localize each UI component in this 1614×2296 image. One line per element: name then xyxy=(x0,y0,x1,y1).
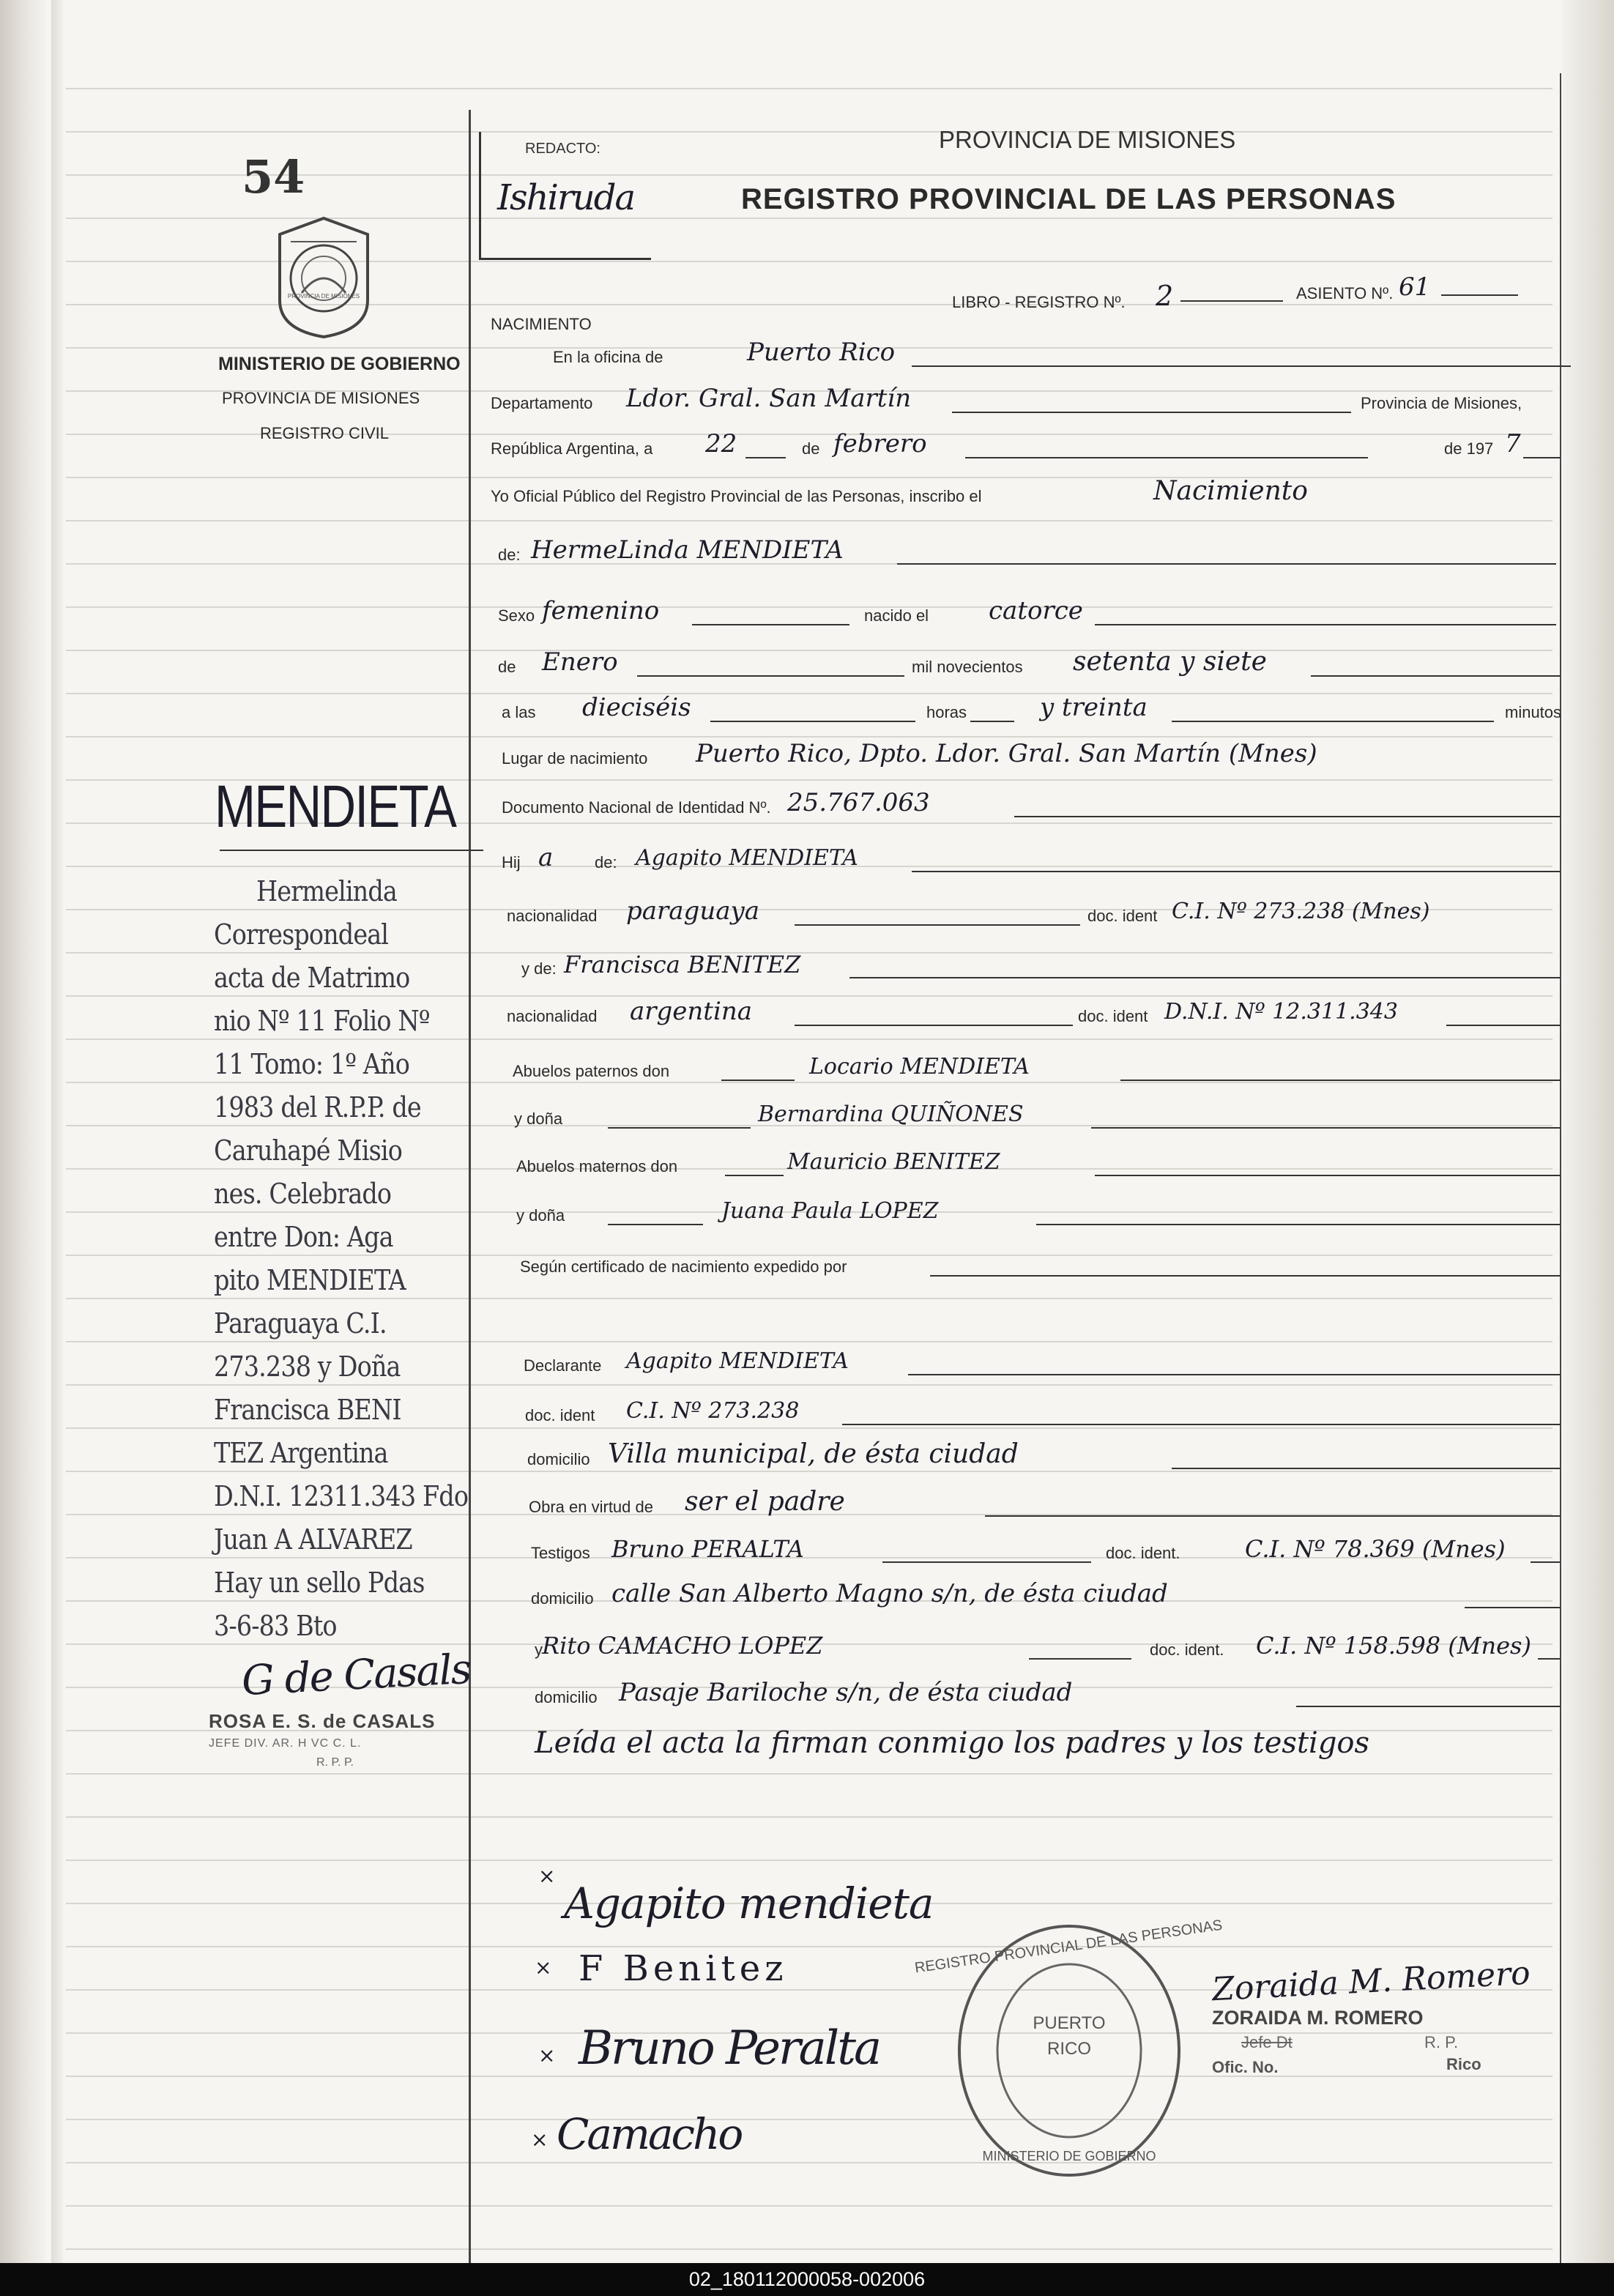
margin-note-line: D.N.I. 12311.343 Fdo xyxy=(214,1480,469,1512)
form-blank-line xyxy=(608,1127,751,1129)
ruled-line xyxy=(66,736,1552,738)
form-field-label: y xyxy=(535,1641,543,1659)
form-field-label: República Argentina, a xyxy=(491,439,653,458)
asiento-label: ASIENTO Nº. xyxy=(1296,284,1394,302)
form-field-label: y doña xyxy=(516,1206,565,1225)
signature-mark-4: × xyxy=(531,2128,548,2152)
margin-note-line: Hermelinda xyxy=(256,875,397,907)
ruled-line xyxy=(66,1946,1552,1947)
form-field-value: Locario MENDIETA xyxy=(809,1054,1030,1080)
form-field-value: paraguaya xyxy=(626,896,759,926)
ruled-line xyxy=(66,1384,1552,1386)
form-field-label: Abuelos maternos don xyxy=(516,1157,678,1175)
form-blank-line xyxy=(1296,1706,1560,1707)
form-field-label: Testigos xyxy=(531,1544,590,1562)
signature-mark-3: × xyxy=(538,2043,556,2067)
ministry-seal-text: PROVINCIA DE MISIONES xyxy=(287,293,360,300)
form-field-value: Leída el acta la firman conmigo los padres y los testigos xyxy=(535,1726,1370,1760)
form-blank-line xyxy=(637,675,904,677)
form-field-value: setenta y siete xyxy=(1073,646,1267,677)
form-field-value: Villa municipal, de ésta ciudad xyxy=(608,1438,1019,1469)
ruled-line xyxy=(66,88,1552,89)
form-field-value: Enero xyxy=(542,647,618,677)
form-field-value: calle San Alberto Magno s/n, de ésta ciudad xyxy=(611,1579,1168,1609)
form-field-value: Nacimiento xyxy=(1153,475,1308,506)
stamp-inner2: RICO xyxy=(1047,2039,1091,2059)
form-blank-line xyxy=(930,1275,1560,1277)
ruled-line xyxy=(66,1427,1552,1429)
margin-note-line: entre Don: Aga xyxy=(214,1221,393,1253)
signature-agapito: Agapito mendieta xyxy=(564,1879,934,1928)
form-blank-line xyxy=(912,365,1571,367)
form-field-label: nacido el xyxy=(864,606,929,625)
registry-stamp-icon xyxy=(913,1917,1224,2182)
margin-note-line: Juan A ALVAREZ xyxy=(214,1523,412,1556)
margin-note-line: 1983 del R.P.P. de xyxy=(214,1091,421,1123)
margin-line-left xyxy=(469,110,471,2263)
redacto-label: REDACTO: xyxy=(525,141,600,157)
margin-note-line: pito MENDIETA xyxy=(214,1264,406,1296)
form-field-label: doc. ident xyxy=(1087,907,1158,925)
ruled-line xyxy=(66,1341,1552,1342)
header-registry: REGISTRO PROVINCIAL DE LAS PERSONAS xyxy=(741,183,1397,215)
form-blank-line xyxy=(849,977,1560,978)
libro-value: 2 xyxy=(1156,280,1174,312)
margin-signer-org: R. P. P. xyxy=(316,1756,354,1769)
margin-note-line: nio Nº 11 Folio Nº xyxy=(214,1005,430,1037)
margin-note-line: Caruhapé Misio xyxy=(214,1134,402,1167)
signature-camacho: Camacho xyxy=(557,2109,742,2159)
form-blank-line xyxy=(692,624,849,625)
form-field-label: de xyxy=(498,658,516,676)
form-field-value: Bernardina QUIÑONES xyxy=(758,1101,1024,1127)
form-field-value: Ldor. Gral. San Martín xyxy=(626,384,912,414)
ruled-line xyxy=(66,1773,1552,1775)
form-field-label: minutos xyxy=(1505,703,1562,721)
form-field-value: Puerto Rico, Dpto. Ldor. Gral. San Martín (Mnes) xyxy=(696,739,1317,769)
form-blank-line xyxy=(1538,1658,1560,1660)
form-field-label: domicilio xyxy=(527,1450,590,1468)
margin-note-line: TEZ Argentina xyxy=(214,1437,388,1469)
form-field-value: 25.767.063 xyxy=(787,788,930,818)
margin-note-line: Hay un sello Pdas xyxy=(214,1567,425,1599)
official-title: Jefe Dt xyxy=(1241,2033,1293,2051)
stamp-inner1: PUERTO xyxy=(1033,2013,1106,2033)
form-field-value: 22 xyxy=(705,429,737,459)
asiento-value: 61 xyxy=(1399,272,1431,302)
form-blank-line xyxy=(1029,1658,1131,1660)
form-field-label: Documento Nacional de Identidad Nº. xyxy=(502,798,771,817)
form-field-label: doc. ident. xyxy=(1150,1641,1224,1659)
form-blank-line xyxy=(795,924,1080,926)
form-blank-line xyxy=(795,1025,1073,1026)
form-field-label: y de: xyxy=(521,959,557,978)
ministry-registry: REGISTRO CIVIL xyxy=(260,424,390,442)
official-signature: Zoraida M. Romero xyxy=(1210,1954,1531,2009)
form-blank-line xyxy=(1172,721,1494,722)
ruled-line xyxy=(66,477,1552,478)
margin-note-line: Francisca BENI xyxy=(214,1394,401,1426)
form-field-label: y doña xyxy=(514,1110,563,1128)
header-province: PROVINCIA DE MISIONES xyxy=(939,126,1236,153)
ruled-line xyxy=(66,131,1552,133)
form-blank-line xyxy=(710,721,915,722)
form-blank-line xyxy=(908,1374,1560,1375)
form-field-label: doc. ident. xyxy=(1106,1544,1180,1562)
ruled-line xyxy=(66,1082,1552,1083)
margin-surname-underline xyxy=(220,850,483,851)
margin-signature: G de Casals xyxy=(240,1645,472,1706)
page-number: 54 xyxy=(242,150,305,204)
form-blank-line xyxy=(897,563,1556,565)
libro-label: LIBRO - REGISTRO Nº. xyxy=(952,293,1126,311)
ruled-line xyxy=(66,693,1552,694)
form-field-value: 7 xyxy=(1505,429,1521,459)
form-field-value: argentina xyxy=(630,997,753,1027)
stamp-outer-text: REGISTRO PROVINCIAL DE LAS PERSONAS xyxy=(913,1917,1224,1977)
form-blank-line xyxy=(1446,1025,1560,1026)
form-field-value: Puerto Rico xyxy=(747,338,896,368)
form-blank-line xyxy=(1523,457,1560,458)
ruled-line xyxy=(66,606,1552,608)
binding-edge xyxy=(0,0,45,2263)
form-field-value: C.I. Nº 273.238 xyxy=(626,1398,800,1424)
form-blank-line xyxy=(952,412,1351,413)
form-field-label: Abuelos paternos don xyxy=(513,1062,670,1080)
margin-surname: MENDIETA xyxy=(215,773,456,840)
form-field-value: dieciséis xyxy=(582,693,691,723)
page-footer: 02_180112000058-002006 xyxy=(0,2263,1614,2296)
ruled-line xyxy=(66,2119,1552,2120)
form-field-value: D.N.I. Nº 12.311.343 xyxy=(1164,999,1398,1025)
form-field-value: Agapito MENDIETA xyxy=(626,1348,849,1374)
form-blank-line xyxy=(882,1561,1091,1563)
ruled-line xyxy=(66,2248,1552,2250)
form-blank-line xyxy=(1095,624,1556,625)
ministry-seal-icon xyxy=(265,212,382,341)
margin-signer-title: JEFE DIV. AR. H VC C. L. xyxy=(209,1737,362,1750)
form-blank-line xyxy=(842,1424,1560,1425)
form-title: NACIMIENTO xyxy=(491,315,592,333)
form-field-label: Sexo xyxy=(498,606,535,625)
form-blank-line xyxy=(721,1080,795,1081)
form-blank-line xyxy=(912,871,1560,872)
form-field-value: Mauricio BENITEZ xyxy=(787,1149,1000,1175)
form-field-label: nacionalidad xyxy=(507,907,598,925)
margin-signer-name: ROSA E. S. de CASALS xyxy=(209,1710,436,1732)
form-blank-line xyxy=(965,457,1368,458)
form-field-value: Agapito MENDIETA xyxy=(636,845,858,871)
form-field-label: horas xyxy=(926,703,967,721)
margin-line-right xyxy=(1560,73,1561,2263)
form-blank-line xyxy=(985,1515,1560,1517)
form-blank-line xyxy=(970,721,1014,722)
ruled-line xyxy=(66,995,1552,997)
ruled-line xyxy=(66,1255,1552,1256)
form-field-label: domicilio xyxy=(535,1688,598,1706)
form-field-value: C.I. Nº 273.238 (Mnes) xyxy=(1172,899,1430,924)
ministry-name: MINISTERIO DE GOBIERNO xyxy=(218,354,461,374)
ruled-line xyxy=(66,1471,1552,1472)
redacto-box xyxy=(479,132,651,260)
form-field-value: febrero xyxy=(833,429,927,459)
margin-note-line: nes. Celebrado xyxy=(214,1178,392,1210)
form-field-label: Hij xyxy=(502,853,521,872)
form-blank-line xyxy=(1036,1224,1560,1225)
margin-note-line: acta de Matrimo xyxy=(214,962,410,994)
form-field-value: femenino xyxy=(542,596,660,626)
form-field-label: mil novecientos xyxy=(912,658,1023,676)
form-blank-line xyxy=(1172,1468,1560,1469)
ruled-line xyxy=(66,1039,1552,1040)
form-blank-line xyxy=(1311,675,1560,677)
libro-blank xyxy=(1180,300,1283,302)
form-field-label: domicilio xyxy=(531,1589,594,1608)
official-name: ZORAIDA M. ROMERO xyxy=(1212,2007,1424,2029)
form-field-value: a xyxy=(538,843,554,873)
form-field-value: Bruno PERALTA xyxy=(611,1534,804,1563)
form-field-value: ser el padre xyxy=(685,1486,845,1517)
stamp-bottom-text: MINISTERIO DE GOBIERNO xyxy=(982,2149,1156,2163)
redacto-signature: Ishiruda xyxy=(497,177,635,218)
form-field-label: Declarante xyxy=(524,1356,602,1375)
form-field-value: C.I. Nº 78.369 (Mnes) xyxy=(1245,1534,1506,1563)
official-title-tail: R. P. xyxy=(1424,2033,1459,2051)
signature-benitez: F Benitez xyxy=(579,1948,788,1989)
form-field-value: Juana Paula LOPEZ xyxy=(721,1198,939,1224)
form-blank-line xyxy=(608,1224,703,1225)
form-field-label: de: xyxy=(498,546,521,564)
signature-peralta: Bruno Peralta xyxy=(579,2021,880,2076)
signature-mark-2: × xyxy=(535,1955,552,1980)
form-field-label: Provincia de Misiones, xyxy=(1361,394,1522,412)
form-field-value: Rito CAMACHO LOPEZ xyxy=(542,1631,823,1660)
form-field-value: catorce xyxy=(989,596,1083,626)
form-field-value: Francisca BENITEZ xyxy=(564,950,801,978)
form-field-label: de 197 xyxy=(1444,439,1494,458)
ruled-line xyxy=(66,1816,1552,1818)
ruled-line xyxy=(66,1860,1552,1861)
form-field-label: a las xyxy=(502,703,536,721)
official-office-tail: Rico xyxy=(1446,2055,1481,2073)
ruled-line xyxy=(66,520,1552,521)
form-field-value: HermeLinda MENDIETA xyxy=(531,535,844,565)
form-field-label: doc. ident xyxy=(1078,1007,1148,1025)
ruled-line xyxy=(66,2205,1552,2207)
form-blank-line xyxy=(1120,1080,1560,1081)
margin-note-line: Correspondeal xyxy=(214,918,389,951)
form-field-label: Lugar de nacimiento xyxy=(502,749,648,768)
form-blank-line xyxy=(1091,1127,1560,1129)
form-blank-line xyxy=(1095,1175,1560,1176)
ruled-line xyxy=(66,1298,1552,1299)
form-blank-line xyxy=(1465,1607,1560,1608)
form-field-label: Yo Oficial Público del Registro Provincial de las Personas, inscribo el xyxy=(491,487,982,505)
form-field-value: C.I. Nº 158.598 (Mnes) xyxy=(1256,1631,1531,1660)
form-field-label: Departamento xyxy=(491,394,593,412)
form-field-label: doc. ident xyxy=(525,1406,595,1424)
form-field-label: nacionalidad xyxy=(507,1007,598,1025)
form-blank-line xyxy=(1531,1561,1560,1563)
ruled-line xyxy=(66,2076,1552,2077)
signature-mark-1: × xyxy=(538,1864,556,1888)
form-field-label: Obra en virtud de xyxy=(529,1498,653,1516)
official-office: Ofic. No. xyxy=(1212,2058,1279,2076)
page-right-edge xyxy=(1563,0,1614,2263)
form-field-value: Pasaje Bariloche s/n, de ésta ciudad xyxy=(619,1678,1073,1708)
margin-note-line: 3-6-83 Bto xyxy=(214,1610,337,1642)
margin-note-line: 11 Tomo: 1º Año xyxy=(214,1048,410,1080)
ruled-line xyxy=(66,650,1552,651)
form-field-label: Según certificado de nacimiento expedido por xyxy=(520,1257,847,1276)
form-field-value: y treinta xyxy=(1040,693,1148,723)
form-blank-line xyxy=(1014,816,1560,817)
ruled-line xyxy=(66,2162,1552,2163)
asiento-blank xyxy=(1441,294,1518,296)
form-blank-line xyxy=(745,457,786,458)
ministry-province: PROVINCIA DE MISIONES xyxy=(222,389,420,407)
margin-note-line: Paraguaya C.I. xyxy=(214,1307,387,1340)
form-blank-line xyxy=(725,1175,784,1176)
form-field-label: de xyxy=(802,439,820,458)
form-field-label: de: xyxy=(595,853,617,872)
margin-note-line: 273.238 y Doña xyxy=(214,1351,401,1383)
form-field-label: En la oficina de xyxy=(553,348,663,366)
binding-edge-inner xyxy=(51,0,63,2263)
ruled-line xyxy=(66,952,1552,954)
